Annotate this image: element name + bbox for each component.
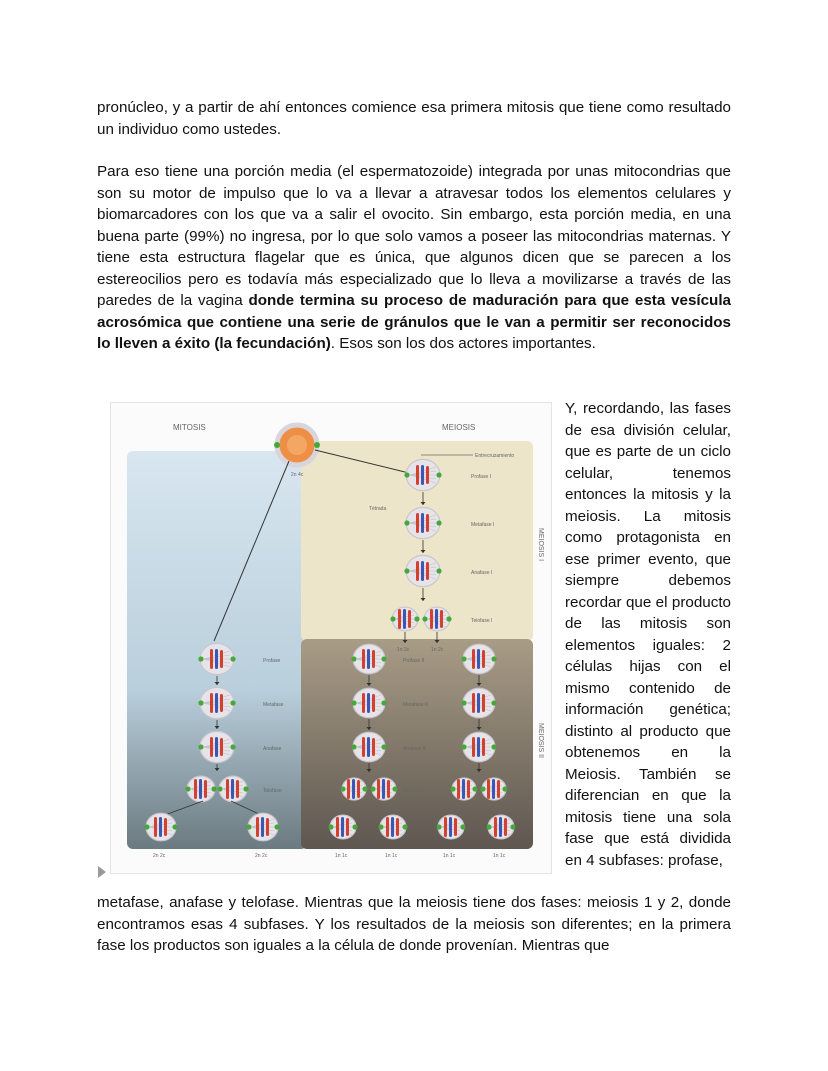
label-meiosis2-phase-3: Anafase II xyxy=(403,746,426,752)
label-meiosis2-phase-2: Metafase II xyxy=(403,702,428,708)
label-telofase1-right: 1n 2c xyxy=(431,647,444,653)
paragraph-2-bold-text: donde termina su proceso de maduración para que esta vesícula acrosómica que contiene una serie de gránulos que le van a permitir ser reconocidos lo lleven a éxito (la fecundación) xyxy=(97,292,732,352)
meiosis-title: MEIOSIS xyxy=(442,423,476,432)
parent-cell xyxy=(274,425,320,465)
label-mitosis-phase-1: Profase xyxy=(263,658,281,664)
side-paragraph-text: Y, recordando, las fases de esa división celular, que es parte de un ciclo celular, tenemos entonces la mitosis y la meiosis. La mitosis como protagonista en ese primer evento, que siempre debemos recordar que el producto de las mitosis son elementos iguales: 2 células hijas con el mismo contenido de información genética; distinto al producto que obtenemos en la Meiosis. También se diferencian en que la mitosis tiene una sola fase que está dividida en 4 subfases: profase, xyxy=(565,400,731,869)
paragraph-1-text: pronúcleo, y a partir de ahí entonces comience esa primera mitosis que tiene como resultado un individuo como ustedes. xyxy=(97,99,731,138)
label-meiosis-product-4: 1n 1c xyxy=(493,853,506,859)
label-meiosis-product-1: 1n 1c xyxy=(335,853,348,859)
label-mitosis-phase-2: Metafase xyxy=(263,702,284,708)
meiosis-1-side-label: MEIOSIS I xyxy=(537,528,544,562)
label-telofase1-left: 1n 2c xyxy=(397,647,410,653)
label-mitosis-phase-3: Anafase xyxy=(263,746,282,752)
cell-division-figure xyxy=(110,402,552,874)
label-meiosis1-phase-2: Metafase I xyxy=(471,522,495,528)
paragraph-2-text-a: Para eso tiene una porción media (el espermatozoide) integrada por unas mitocondrias que son su motor de impulso que lo va a llevar a atravesar todos los elementos celulares y biomarcadores con los que va a salir el ovocito. Sin embargo, esta porción media, en una buena parte (99%) no ingresa, por lo que solo vamos a poseer las mitocondrias maternas. Y tiene esta estructura flagelar que es única, que algunos dicen que se parecen a los estereocilios pero es todavía más especializado que lo lleva a movilizarse a través de las paredes de la vagina xyxy=(97,163,731,309)
label-meiosis2-phase-4: Telofase II xyxy=(403,788,426,794)
tetrad-label: Tétrada xyxy=(369,506,387,512)
label-mitosis-phase-4: Telofase xyxy=(263,788,282,794)
label-meiosis1-phase-3: Anafase I xyxy=(471,570,493,576)
play-triangle-icon xyxy=(98,866,106,878)
crossing-over-label: Entrecruzamiento xyxy=(475,453,515,459)
paragraph-4-text: metafase, anafase y telofase. Mientras que la meiosis tiene dos fases: meiosis 1 y 2, donde encontramos esas 4 subfases. Y los resultados de la meiosis son diferentes; en la primera fase los productos son iguales a la célula de donde provenían. Mientras que xyxy=(97,894,731,954)
paragraph-2-text-b: . Esos son los dos actores importantes. xyxy=(330,335,596,352)
label-meiosis-product-2: 1n 1c xyxy=(385,853,398,859)
paragraph-4 xyxy=(97,892,731,957)
mitosis-meiosis-diagram xyxy=(111,403,551,873)
paragraph-1 xyxy=(97,97,731,140)
paragraph-2 xyxy=(97,161,731,355)
parent-cell-label: 2n 4c xyxy=(291,472,304,478)
label-meiosis1-phase-4: Telofase I xyxy=(471,618,493,624)
label-meiosis2-phase-1: Profase II xyxy=(403,658,425,664)
label-meiosis1-phase-1: Profase I xyxy=(471,474,492,480)
meiosis-2-side-label: MEIOSIS II xyxy=(537,723,544,759)
label-mitosis-product-2: 2n 2c xyxy=(255,853,268,859)
label-mitosis-product-1: 2n 2c xyxy=(153,853,166,859)
label-meiosis-product-3: 1n 1c xyxy=(443,853,456,859)
side-paragraph xyxy=(565,398,731,871)
mitosis-title: MITOSIS xyxy=(173,423,206,432)
